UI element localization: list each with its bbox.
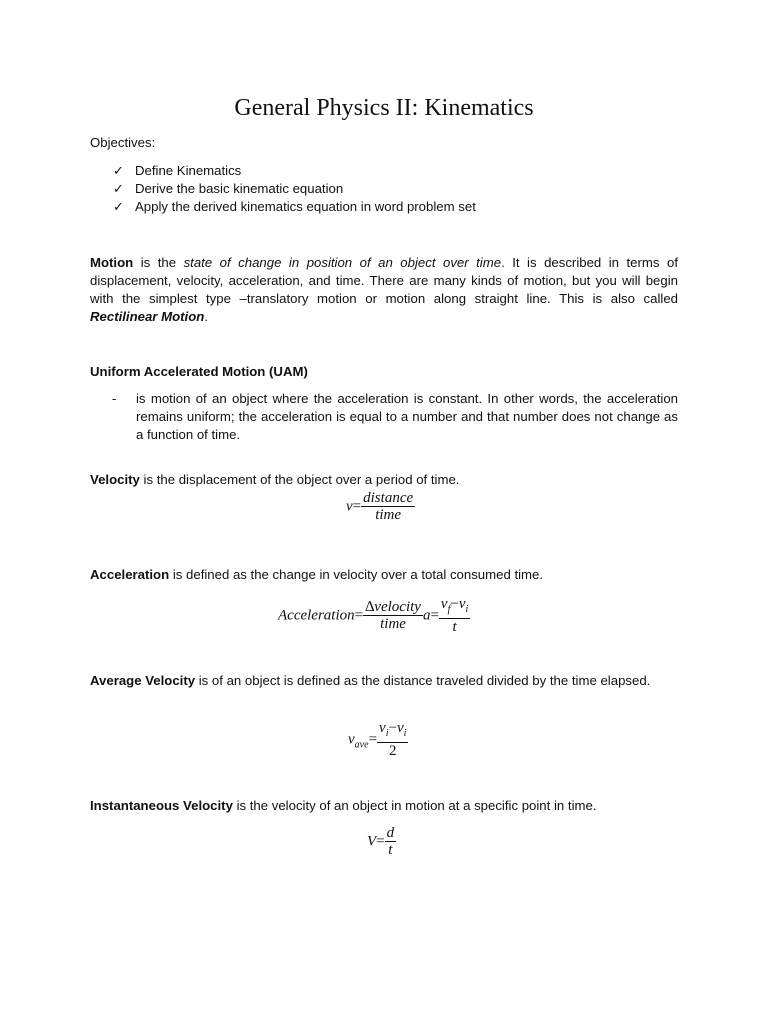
- delta-symbol: ∆: [365, 599, 375, 615]
- eq-subscript: i: [403, 728, 407, 739]
- avg-velocity-text: is of an object is defined as the distance traveled divided by the time elapsed.: [195, 673, 651, 688]
- eq-denominator: t: [385, 841, 397, 859]
- eq-minus: −: [388, 720, 397, 736]
- velocity-paragraph: [90, 471, 459, 489]
- motion-definition: state of change in position of an object over time: [183, 255, 502, 270]
- rectilinear-term: Rectilinear Motion: [90, 309, 205, 324]
- motion-term: Motion: [90, 255, 134, 270]
- objective-item: [113, 180, 343, 198]
- eq-fraction: [361, 490, 415, 524]
- eq-symbol: a: [422, 607, 431, 624]
- checkmark-icon: ✓: [113, 163, 125, 178]
- page-title: General Physics II: Kinematics: [234, 95, 534, 121]
- objective-text: Derive the basic kinematic equation: [135, 181, 344, 196]
- objectives-heading: Objectives:: [90, 135, 156, 150]
- avg-velocity-equation: [348, 720, 408, 760]
- eq-numerator: [363, 599, 423, 615]
- eq-num-text: velocity: [374, 599, 421, 615]
- velocity-text: is the displacement of the object over a period of time.: [139, 472, 460, 487]
- inst-velocity-paragraph: [90, 797, 596, 815]
- inst-velocity-term: Instantaneous Velocity: [90, 798, 233, 813]
- acceleration-text: is defined as the change in velocity over a total consumed time.: [169, 567, 544, 582]
- eq-var: v: [458, 596, 466, 612]
- eq-equals: =: [430, 607, 439, 624]
- acceleration-equation: [278, 596, 470, 636]
- eq-fraction: [363, 599, 423, 633]
- avg-velocity-paragraph: [90, 672, 678, 690]
- eq-denominator: time: [361, 506, 415, 524]
- motion-text: .: [204, 309, 208, 324]
- eq-minus: −: [450, 596, 459, 612]
- acceleration-paragraph: [90, 566, 543, 584]
- objective-item: [113, 162, 241, 180]
- eq-fraction: [377, 720, 408, 760]
- motion-text: . It is described in terms of displacement, velocity, acceleration, and time. There are many kinds of motion, but you will begin with the simplest type –translatory motion or motion along straight line. This is also called: [90, 255, 678, 306]
- motion-text: is the: [133, 255, 184, 270]
- eq-numerator: d: [386, 825, 395, 841]
- eq-fraction: [439, 596, 470, 636]
- objective-text: Apply the derived kinematics equation in word problem set: [135, 199, 476, 214]
- eq-denominator: t: [439, 618, 470, 636]
- eq-var: v: [396, 720, 404, 736]
- velocity-equation: [346, 490, 415, 524]
- acceleration-term: Acceleration: [90, 567, 170, 582]
- uam-heading: Uniform Accelerated Motion (UAM): [90, 364, 308, 379]
- objective-text: Define Kinematics: [135, 163, 242, 178]
- eq-numerator: [439, 596, 470, 618]
- eq-var: v: [379, 720, 386, 736]
- eq-denominator: 2: [377, 742, 408, 760]
- eq-var: v: [440, 596, 448, 612]
- eq-equals: =: [376, 833, 385, 850]
- eq-numerator: [377, 720, 408, 742]
- uam-dash: -: [112, 391, 117, 406]
- avg-velocity-term: Average Velocity: [90, 673, 196, 688]
- motion-paragraph: [90, 254, 678, 326]
- eq-equals: =: [352, 498, 362, 515]
- eq-symbol: v: [346, 498, 353, 515]
- checkmark-icon: ✓: [113, 199, 125, 214]
- eq-var: v: [348, 731, 355, 748]
- eq-denominator: time: [363, 615, 423, 633]
- eq-subscript: i: [465, 604, 469, 615]
- eq-symbol: V: [367, 833, 377, 850]
- eq-symbol: Acceleration: [278, 607, 355, 624]
- eq-subscript: f: [447, 604, 451, 615]
- eq-subscript: ave: [354, 739, 369, 751]
- inst-velocity-equation: [367, 825, 396, 859]
- uam-text: is motion of an object where the acceleration is constant. In other words, the acceleration remains uniform; the acceleration is equal to a number and that number does not change as a function of time.: [136, 391, 678, 442]
- velocity-term: Velocity: [90, 472, 140, 487]
- inst-velocity-text: is the velocity of an object in motion at a specific point in time.: [232, 798, 597, 813]
- checkmark-icon: ✓: [113, 181, 125, 196]
- objective-item: [113, 198, 476, 216]
- eq-subscript: i: [385, 728, 389, 739]
- eq-equals: =: [354, 607, 364, 624]
- eq-numerator: distance: [363, 490, 414, 506]
- eq-fraction: [385, 825, 397, 859]
- eq-equals: =: [368, 731, 378, 748]
